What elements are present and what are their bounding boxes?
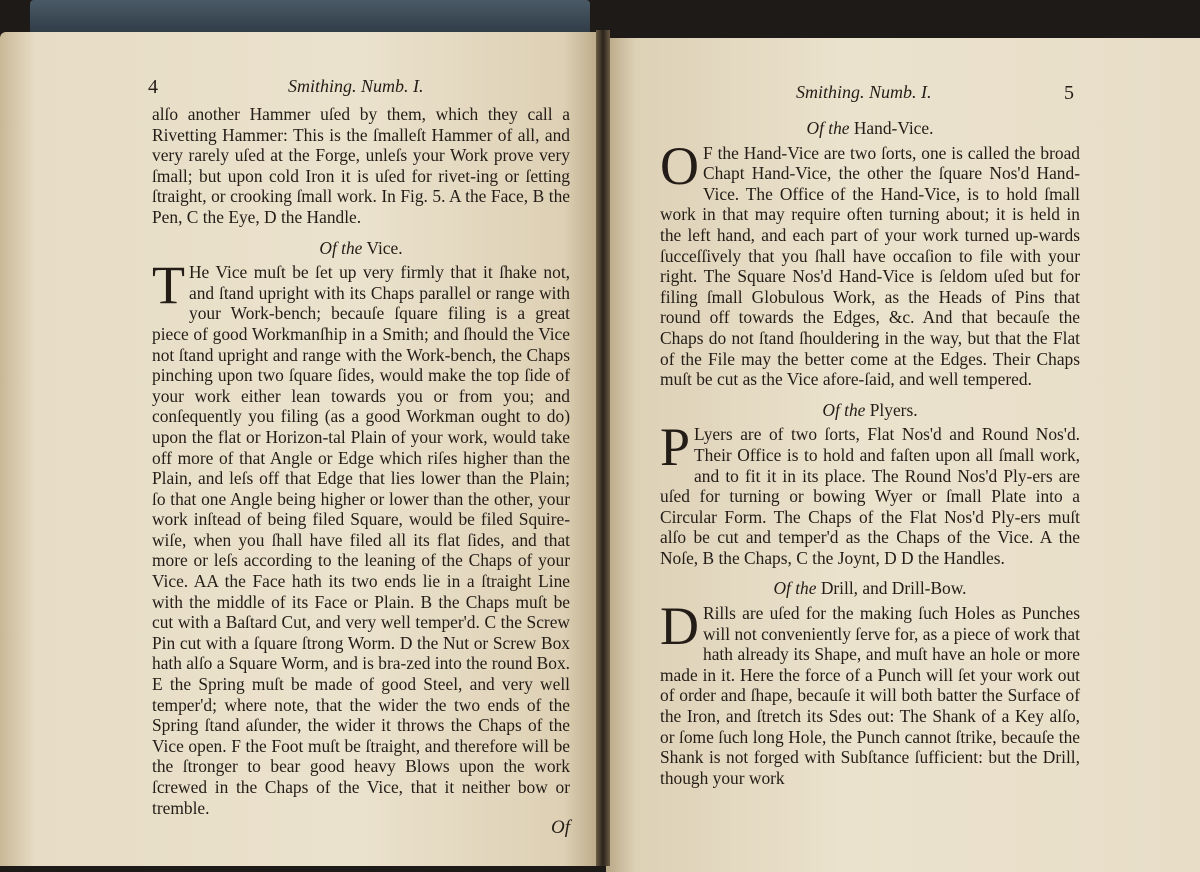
plyers-heading-title: Plyers.: [869, 399, 918, 420]
drill-paragraph: [660, 596, 1080, 788]
left-page-number: 4: [148, 76, 158, 98]
drill-heading: [660, 578, 1080, 599]
drill-heading-title: Drill, and Drill-Bow.: [820, 578, 967, 599]
right-running-header: Smithing. Numb. I.: [796, 82, 932, 102]
hand-vice-paragraph: [660, 135, 1080, 390]
left-text-block: [152, 104, 570, 839]
plyers-heading-of: Of the: [822, 399, 866, 420]
plyers-paragraph: [660, 417, 1080, 568]
vice-heading: [152, 238, 570, 259]
left-page: [0, 32, 600, 866]
right-page-number: 5: [1064, 82, 1074, 104]
left-intro-paragraph: alſo another Hammer uſed by them, which they call a Rivetting Hammer: This is the ſmalleſt Hammer of all, and very rarely uſed at the Forge, unleſs your Work prove very ſmall; but upon cold Iron it is uſed for rivet-ing or ſetting ſtraight, or crooking ſmall work. In Fig. 5. A the Face, B the Pen, C the Eye, D the Handle.: [152, 104, 570, 227]
vice-heading-title: Vice.: [366, 237, 403, 258]
left-running-header: Smithing. Numb. I.: [288, 76, 424, 96]
plyers-dropcap: P: [660, 417, 691, 478]
right-text-block: [660, 118, 1080, 788]
hand-vice-dropcap: O: [660, 135, 699, 196]
vice-body: He Vice muſt be ſet up very firmly that it ſhake not, and ſtand upright with its Chaps parallel or range with your Work-bench; becauſe ſquare filing is a great piece of good Workmanſhip in a Smith; and ſhould the Vice not ſtand upright and range with the Work-bench, the Chaps pinching upon two ſquare ſides, would make the top ſide of your work either lean towards you or from you; and conſequently you filing (as a good Workman ought to do) upon the flat or Horizon-tal Plain of your work, would take off more of that Angle or Edge which riſes higher than the Plain, and leſs off that Edge that lies lower than the Plain; ſo that one Angle being higher or lower than the other, your work inſtead of being filed Square, would be filed Squire-wiſe, when you ſhall have filed all its flat ſides, and that more or leſs according to the leaning of the Chaps of your Vice. AA the Face hath its two ends lie in a ſtraight Line with the middle of its Face or Plain. B the Chaps muſt be cut with a Baſtard Cut, and very well temper'd. C the Screw Pin cut with a ſquare ſtrong Worm. D the Nut or Screw Box hath alſo a Square Worm, and is bra-zed into the round Box. E the Spring muſt be made of good Steel, and very well temper'd; where note, that the wider the two ends of the Spring ſtand aſunder, the wider it throws the Chaps of the Vice open. F the Foot muſt be ſtraight, and therefore will be the ſtronger to bear good heavy Blows upon the work ſcrewed in the Chaps of the Vice, that it neither bow or tremble.: [152, 262, 570, 818]
hand-vice-heading: [660, 118, 1080, 139]
vice-paragraph: [152, 255, 570, 818]
book-gutter: [596, 30, 610, 866]
hand-vice-heading-of: Of the: [806, 118, 850, 138]
plyers-body: Lyers are of two ſorts, Flat Nos'd and Round Nos'd. Their Office is to hold and faſten upon all ſmall work, and to fit it in its place. The Round Nos'd Ply-ers are uſed for turning or bowing Wyer or ſmall Plate into a Circular Form. The Chaps of the Flat Nos'd Ply-ers muſt alſo be cut and temper'd as the Chaps of the Vice. A the Noſe, B the Chaps, C the Joynt, D D the Handles.: [660, 424, 1080, 568]
drill-dropcap: D: [660, 596, 699, 657]
hand-vice-heading-title: Hand-Vice.: [853, 118, 934, 138]
drill-body: Rills are uſed for the making ſuch Holes as Punches will not conveniently ſerve for, as a piece of work that hath already its Shape, and muſt have an hole or more made in it. Here the force of a Punch will ſet your work out of order and ſhape, becauſe it will both batter the Surface of the Iron, and ſtretch its Sdes out: The Shank of a Key alſo, or ſome ſuch long Hole, the Punch cannot ſtrike, becauſe the Shank is not forged with Subſtance ſufficient: but the Drill, though your work: [660, 603, 1080, 788]
vice-heading-of: Of the: [319, 237, 363, 258]
drill-heading-of: Of the: [773, 578, 817, 599]
left-catchword: Of: [551, 817, 570, 839]
vice-dropcap: T: [152, 255, 185, 316]
hand-vice-body: F the Hand-Vice are two ſorts, one is called the broad Chapt Hand-Vice, the other the ſquare Nos'd Hand-Vice. The Office of the Hand-Vice, is to hold ſmall work in that may require often turning about; it is held in the left hand, and each part of your work turned up-wards ſucceſſively that you ſhall have occaſion to file with your right. The Square Nos'd Hand-Vice is ſeldom uſed but for filing ſmall Globulous Work, as the Heads of Pins that round off towards the Edges, &c. And that becauſe the Chaps do not ſtand ſhouldering in the way, but that the Flat of the File may the better come at the Edges. Their Chaps muſt be cut as the Vice afore-ſaid, and well tempered.: [660, 142, 1080, 390]
right-page: [606, 38, 1200, 872]
book-cover: [30, 0, 590, 36]
plyers-heading: [660, 400, 1080, 421]
